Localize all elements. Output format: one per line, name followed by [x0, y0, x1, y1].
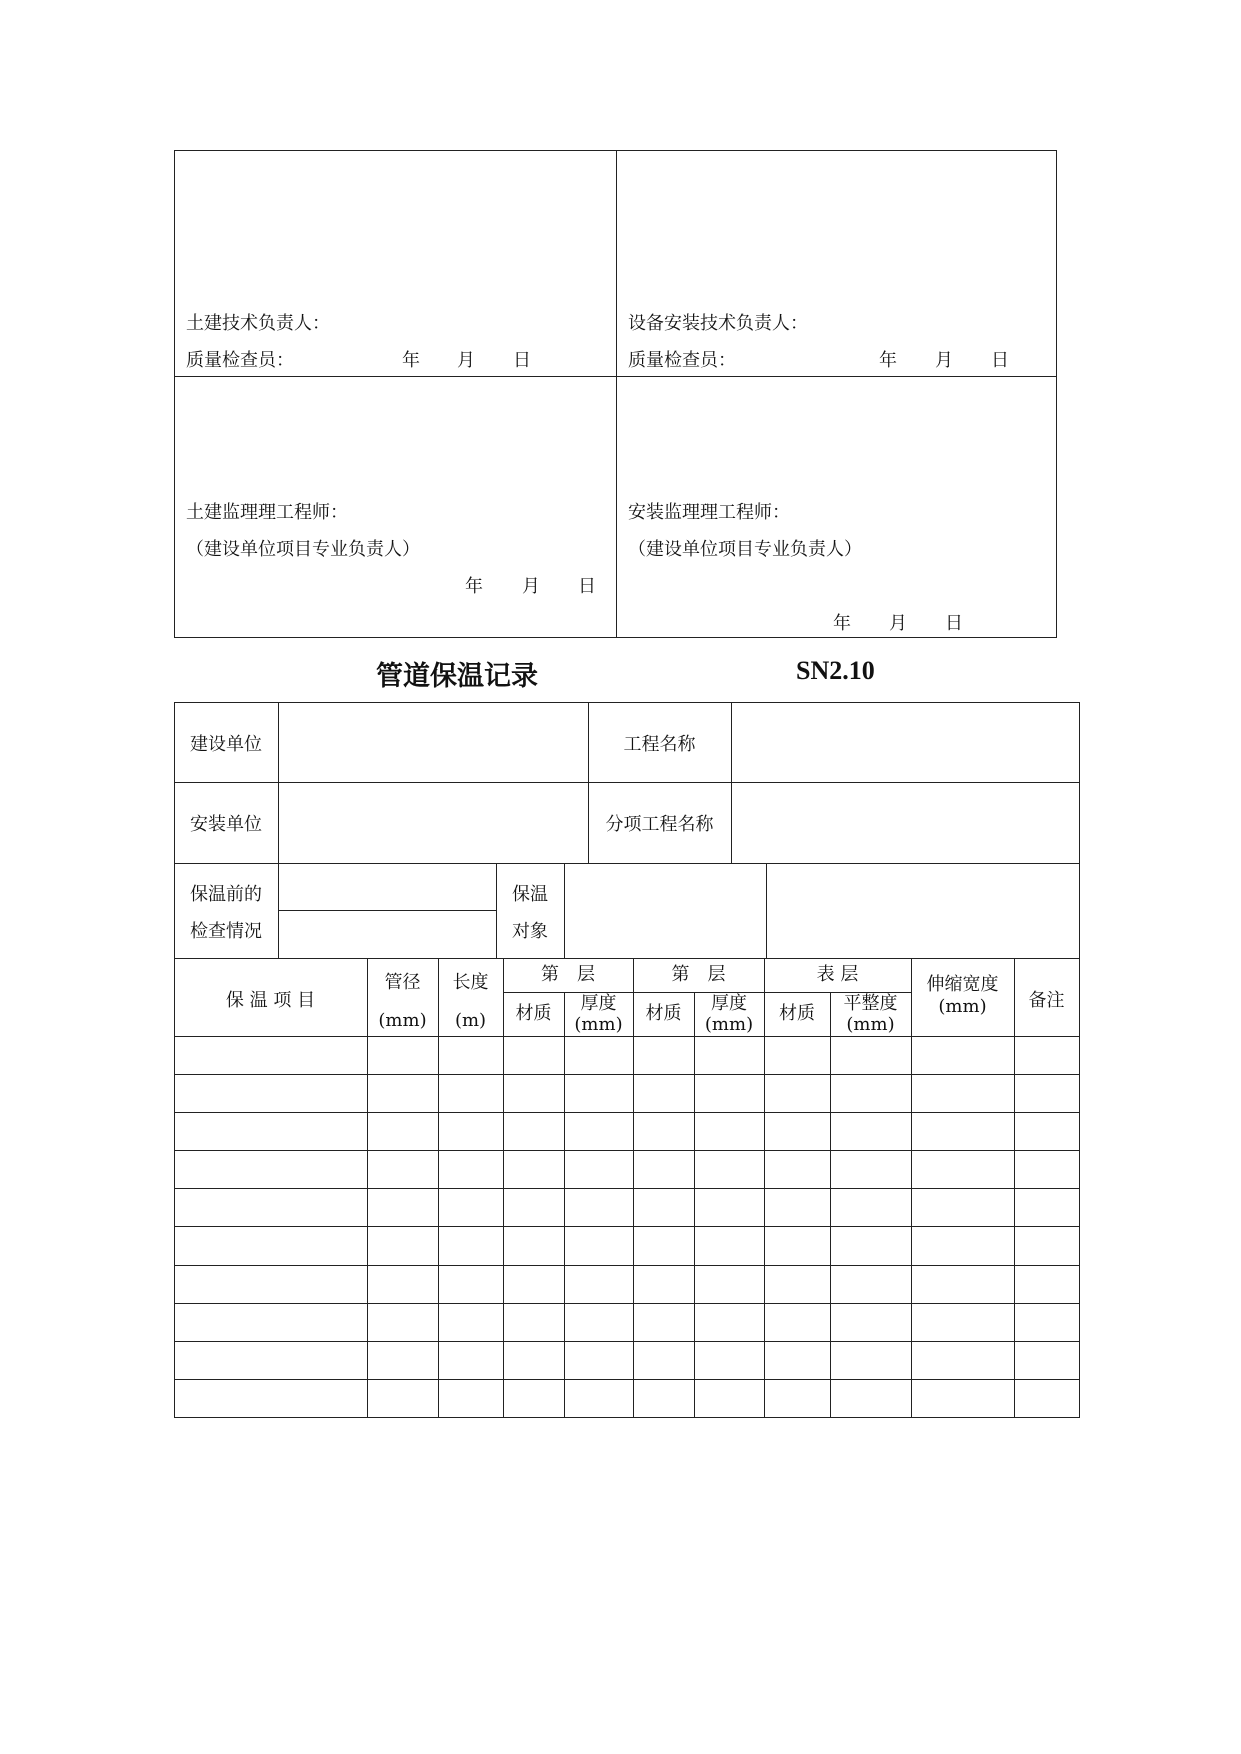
civil-owner-rep-label: （建设单位项目专业负责人） [186, 539, 420, 560]
header-surface-flatness-unit: (mm) [846, 1014, 895, 1035]
civil-date-year: 年 [402, 350, 420, 371]
header-length: 长度 [452, 972, 489, 993]
project-name-label: 工程名称 [623, 734, 696, 755]
header-layer1-thickness-unit: (mm) [574, 1014, 623, 1035]
header-length-unit: (m) [454, 1010, 487, 1031]
header-expansion-width: 伸缩宽度 [926, 974, 999, 995]
header-layer-2: 第 层 [671, 964, 726, 985]
equip-tech-lead-label: 设备安装技术负责人： [628, 313, 808, 334]
equip-date-month: 月 [935, 350, 953, 371]
civil-supervisor-date-month: 月 [522, 576, 540, 597]
builder-label: 建设单位 [190, 734, 262, 755]
insulation-target-label-line2: 对象 [512, 921, 548, 942]
equip-date-year: 年 [879, 350, 897, 371]
subproject-name-label: 分项工程名称 [605, 814, 714, 835]
header-layer1-thickness: 厚度 [580, 993, 617, 1014]
civil-date-day: 日 [513, 350, 531, 371]
form-code: SN2.10 [796, 656, 875, 685]
header-layer1-material: 材质 [515, 1003, 552, 1024]
civil-tech-lead-label: 土建技术负责人： [186, 313, 330, 334]
equip-inspector-label: 质量检查员： [628, 350, 736, 371]
equip-date-day: 日 [991, 350, 1009, 371]
civil-date-month: 月 [457, 350, 475, 371]
form-title: 管道保温记录 [376, 661, 538, 692]
header-pipe-diameter-unit: (mm) [378, 1010, 427, 1031]
install-supervisor-date-day: 日 [945, 613, 963, 634]
header-pipe-diameter: 管径 [384, 972, 421, 993]
header-layer-1: 第 层 [541, 964, 595, 985]
header-remarks: 备注 [1028, 990, 1065, 1011]
header-expansion-width-unit: (mm) [938, 996, 987, 1017]
installer-label: 安装单位 [190, 814, 262, 835]
civil-supervisor-date-day: 日 [578, 576, 596, 597]
header-layer2-material: 材质 [645, 1003, 682, 1024]
insulation-target-label-line1: 保温 [512, 884, 548, 905]
civil-supervisor-label: 土建监理理工程师： [186, 502, 348, 523]
install-supervisor-label: 安装监理理工程师： [628, 502, 790, 523]
header-layer2-thickness-unit: (mm) [704, 1014, 754, 1035]
pre-check-label-line2: 检查情况 [190, 921, 262, 942]
install-supervisor-date-year: 年 [833, 613, 851, 634]
pre-check-label-line1: 保温前的 [190, 884, 262, 905]
install-owner-rep-label: （建设单位项目专业负责人） [628, 539, 862, 560]
install-supervisor-date-month: 月 [889, 613, 907, 634]
civil-inspector-label: 质量检查员： [186, 350, 294, 371]
header-surface-flatness: 平整度 [843, 993, 898, 1014]
header-layer2-thickness: 厚度 [711, 993, 747, 1014]
civil-supervisor-date-year: 年 [465, 576, 483, 597]
header-surface-material: 材质 [779, 1003, 815, 1024]
header-surface-layer: 表 层 [816, 964, 859, 985]
header-insulation-item: 保 温 项 目 [225, 990, 316, 1011]
